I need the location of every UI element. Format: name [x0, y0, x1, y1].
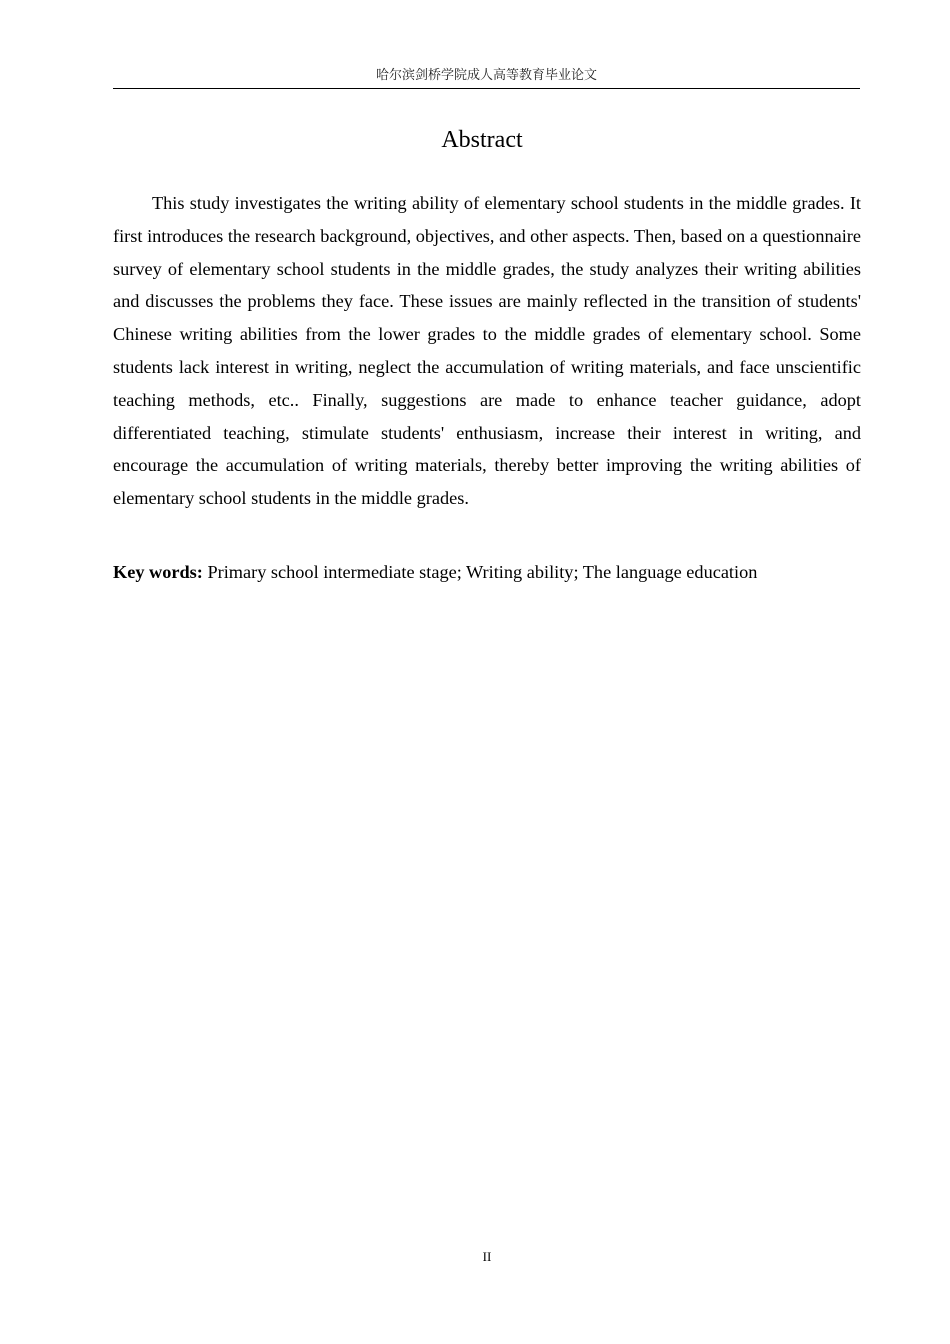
abstract-body: This study investigates the writing ability of elementary school students in the middle grades. It first introduces the research background, objectives, and other aspects. Then, based on a questionnaire survey of elementary school students in the middle grades, the study analyzes their writing abilities and discusses the problems they face. These issues are mainly reflected in the transition of students' Chinese writing abilities from the lower grades to the middle grades of elementary school. Some students lack interest in writing, neglect the accumulation of writing materials, and face unscientific teaching methods, etc.. Finally, suggestions are made to enhance teacher guidance, adopt differentiated teaching, stimulate students' enthusiasm, increase their interest in writing, and encourage the accumulation of writing materials, thereby better improving the writing abilities of elementary school students in the middle grades.: [113, 193, 861, 509]
keywords-line: [113, 556, 861, 588]
page-title: Abstract: [441, 127, 523, 153]
page-number: II: [482, 1249, 492, 1264]
keywords-value: Primary school intermediate stage; Writing ability; The language education: [207, 562, 758, 582]
keywords-label: Key words:: [113, 562, 203, 582]
page-header: [113, 66, 860, 89]
header-text: 哈尔滨剑桥学院成人高等教育毕业论文: [375, 68, 597, 83]
